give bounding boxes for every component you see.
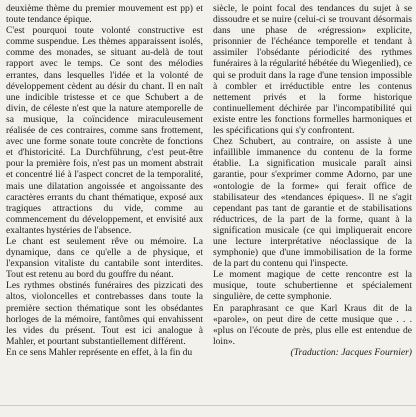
paragraph: Chez Schubert, au contraire, on assiste à une infaillible immanence du contenu de la forme établie. La signification musicale paraît ainsi garantie, pour s'exprimer comme Adorno, par une «ontologie de la forme» qui ferait office de stabilisateur des «tendances épiques». Il ne s'agit cependant pas tant de garantie et de stabilisations réductrices, de la part de la forme, quant à la signification musicale (ce qui impliquerait encore une lecture interprétative néoclassique de la symphonie) que d'une immobilisation de la forme de la part du contenu qui l'inspecte. (213, 136, 412, 270)
right-column (213, 3, 412, 358)
paragraph: Le moment magique de cette rencontre est la musique, toute schubertienne et spécialement singulière, de cette symphonie. (213, 269, 412, 303)
paragraph: siècle, le point focal des tendances du sujet à se dissoudre et se nuire (celui-ci se trouvant désormais dans une phase de «régression» explicite, prisonnier de l'échéance temporelle et tendant à assimiler l'obsédante périodicité des rythmes funéraires à la régularité hébétée du Wiegenlied), ce qui se produit dans la rage d'une tension impossible à combler et irréductible entre les contenus nettement privés et la forme historique continuellement déchirée par l'incompatibilité qui existe entre les fonctions formelles harmoniques et les spécifications qui s'y confrontent. (213, 3, 412, 137)
paragraph: Les rythmes obstinés funéraires des pizzicati des altos, violoncelles et contrebasses dans toute la première section thématique sont les obsédantes horloges de la mémoire, fantômes qui envahissent les vides du présent. Tout est ici analogue à Mahler, et pourtant substantiellement différent. (6, 280, 203, 347)
paragraph: En ce sens Mahler représente en effet, à la fin du (6, 346, 193, 358)
paragraph: Le chant est seulement rêve ou mémoire. La dynamique, dans ce qu'elle a de physique, et l'expansion vitaliste du cantabile sont interdites. Tout est retenu au bord du gouffre du néant. (6, 235, 203, 281)
paragraph: C'est pourquoi toute volonté constructive est comme suspendue. Les thèmes apparaissent isolés, comme des monades, se situant au-delà de tout rapport avec le temps. Ce sont des mélodies errantes, dans lesquelles l'idée et la volonté de développement cèdent au désir du chant. Il en naît une indicible tristesse et ce que Schubert a de divin, de céleste n'est que la nature atemporelle de sa musique, la coïncidence miraculeusement réalisée de ces contraires, comme sans frottement, avec une forme sonate toute concrète de fonctions et d'historicité. La Durchführung, c'est peut-être pour la première fois, n'est pas un moment abstrait et concentré lié à l'aspect concret de la temporalité, mais une dilatation angoissée et angoissante des caractères errants du chant thématique, exposé aux tragiques attractions du vide, comme au commencement du développement, et envisité aux exaltantes hystéries de l'absence. (6, 25, 203, 236)
translation-credit: (Traduction: Jacques Fournier) (290, 346, 412, 358)
divider (0, 405, 416, 406)
left-column (6, 3, 203, 358)
paragraph: En paraphrasant ce que Karl Kraus dit de la «parole», on peut dire de cette musique que . . . «plus on l'écoute de près, plus elle est entendue de loin». (213, 302, 412, 347)
paragraph: deuxième thème du premier mouvement est pp) et toute tendance épique. (6, 3, 203, 26)
